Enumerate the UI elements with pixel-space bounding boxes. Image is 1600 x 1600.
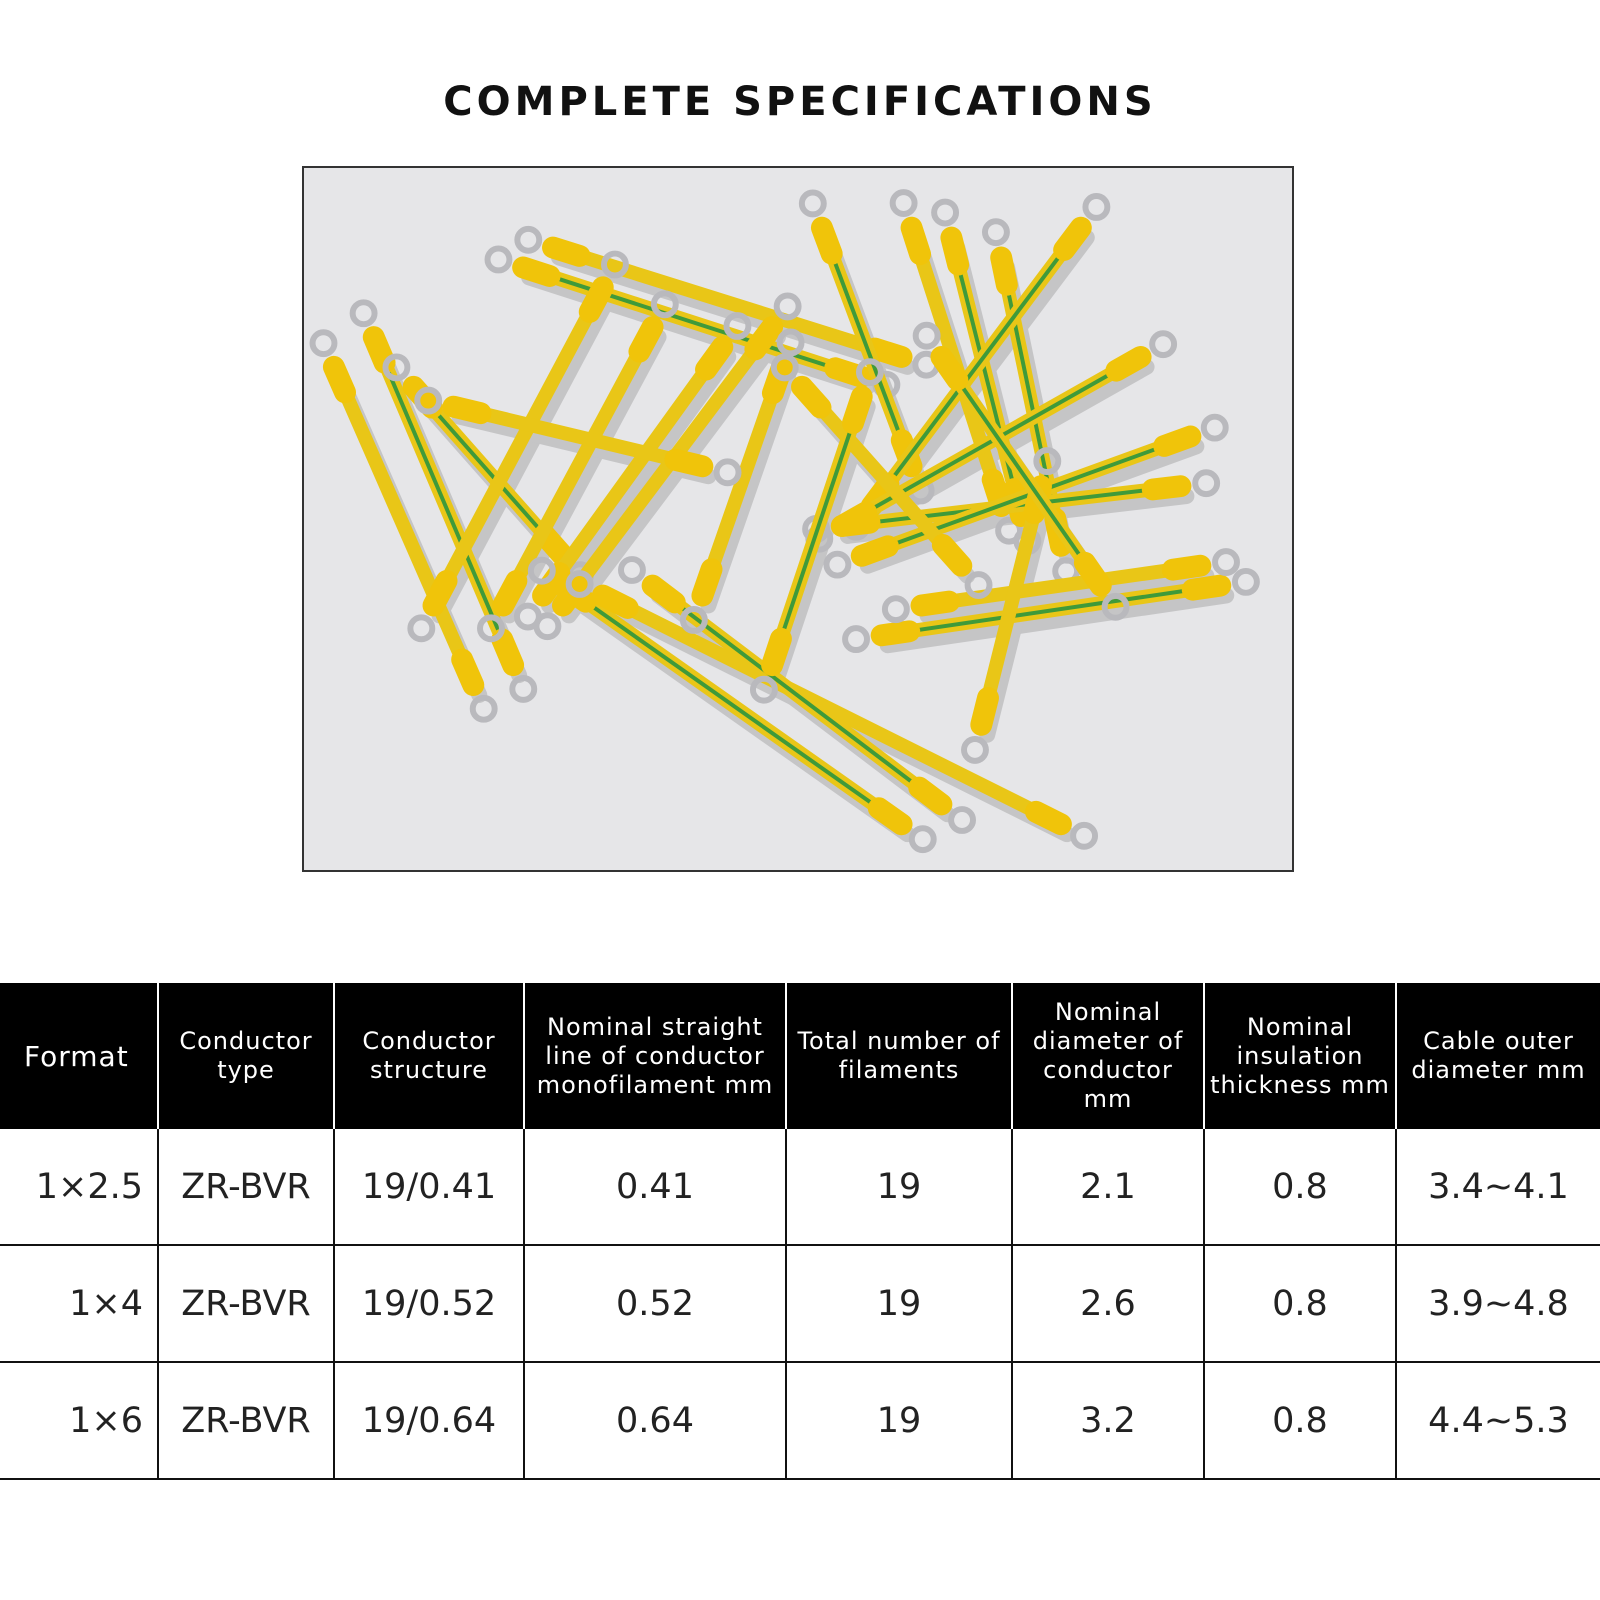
cell-format: 1×2.5 [0, 1129, 158, 1245]
cell-structure: 19/0.52 [334, 1245, 524, 1362]
header-insulation: Nominal insulation thickness mm [1204, 983, 1396, 1129]
cell-format: 1×4 [0, 1245, 158, 1362]
cell-type: ZR-BVR [158, 1129, 334, 1245]
header-filaments: Total number of filaments [786, 983, 1012, 1129]
cell-outer: 4.4~5.3 [1396, 1362, 1600, 1479]
wire [531, 560, 934, 850]
cell-mono: 0.41 [524, 1129, 786, 1245]
cell-structure: 19/0.64 [334, 1362, 524, 1479]
cell-mono: 0.52 [524, 1245, 786, 1362]
cell-filaments: 19 [786, 1362, 1012, 1479]
cell-filaments: 19 [786, 1129, 1012, 1245]
cell-structure: 19/0.41 [334, 1129, 524, 1245]
table-row [0, 1245, 1600, 1362]
cell-insulation: 0.8 [1204, 1362, 1396, 1479]
cell-diameter: 2.1 [1012, 1129, 1204, 1245]
cell-format: 1×6 [0, 1362, 158, 1479]
page-title: COMPLETE SPECIFICATIONS [443, 78, 1157, 125]
header-outer-diameter: Cable outer diameter mm [1396, 983, 1600, 1129]
header-conductor-diameter: Nominal diameter of conductor mm [1012, 983, 1204, 1129]
cell-type: ZR-BVR [158, 1362, 334, 1479]
cell-diameter: 3.2 [1012, 1362, 1204, 1479]
cell-insulation: 0.8 [1204, 1245, 1396, 1362]
header-format: Format [0, 983, 158, 1129]
header-monofilament: Nominal straight line of conductor monofilament mm [524, 983, 786, 1129]
cell-insulation: 0.8 [1204, 1129, 1396, 1245]
cell-diameter: 2.6 [1012, 1245, 1204, 1362]
table-row [0, 1362, 1600, 1479]
cell-outer: 3.9~4.8 [1396, 1245, 1600, 1362]
cell-outer: 3.4~4.1 [1396, 1129, 1600, 1245]
cell-type: ZR-BVR [158, 1245, 334, 1362]
table-row [0, 1129, 1600, 1245]
table-header-row [0, 983, 1600, 1129]
grounding-wires-image [304, 168, 1292, 870]
cell-mono: 0.64 [524, 1362, 786, 1479]
header-conductor-structure: Conductor structure [334, 983, 524, 1129]
header-conductor-type: Conductor type [158, 983, 334, 1129]
product-photo [302, 166, 1294, 872]
specifications-table [0, 983, 1600, 1480]
cell-filaments: 19 [786, 1245, 1012, 1362]
